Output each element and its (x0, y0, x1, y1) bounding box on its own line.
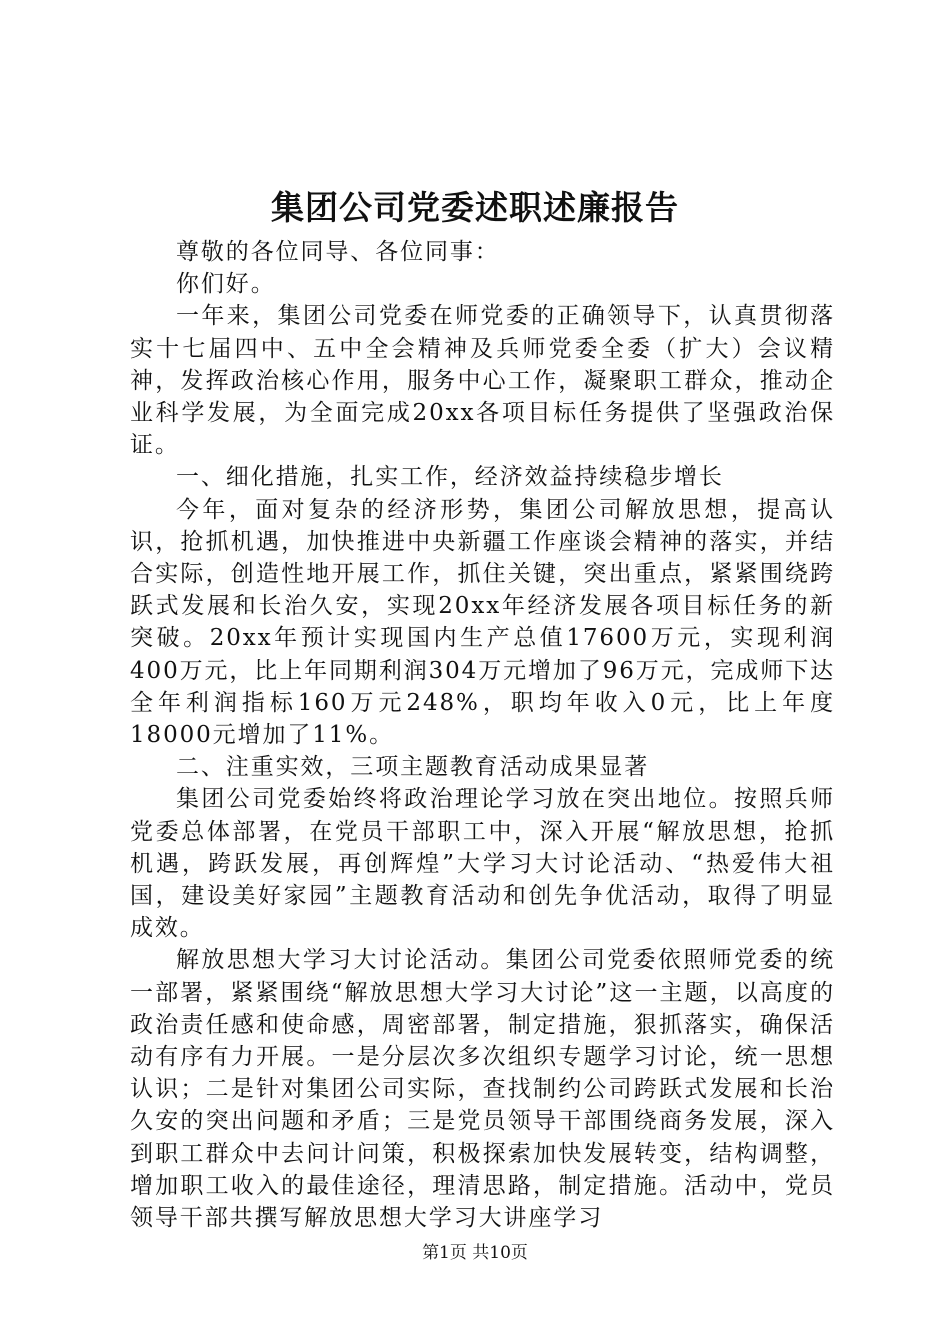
section-1-paragraph: 今年，面对复杂的经济形势，集团公司解放思想，提高认识，抢抓机遇，加快推进中央新疆工作座谈会精神的落实，并结合实际，创造性地开展工作，抓住关键，突出重点，紧紧围绕跨跃式发展和长治久安，实现20xx年经济发展各项目标任务的新突破。20xx年预计实现国内生产总值17600万元，实现利润400万元，比上年同期利润304万元增加了96万元，完成师下达全年利润指标160万元248%，职均年收入0元，比上年度18000元增加了11%。 (130, 496, 835, 749)
greeting: 你们好。 (176, 271, 276, 298)
salutation: 尊敬的各位同导、各位同事： (176, 239, 500, 265)
section-heading-2: 二、注重实效，三项主题教育活动成果显著 (176, 754, 650, 781)
document-body (130, 236, 835, 1234)
section-heading-1: 一、细化措施，扎实工作，经济效益持续稳步增长 (176, 464, 724, 491)
page-number-footer: 第1页 共10页 (422, 1243, 528, 1263)
document-title: 集团公司党委述职述廉报告 (271, 188, 679, 227)
section-2-paragraph-2: 解放思想大学习大讨论活动。集团公司党委依照师党委的统一部署，紧紧围绕“解放思想大学习大讨论”这一主题，以高度的政治责任感和使命感，周密部署，制定措施，狠抓落实，确保活动有序有力开展。一是分层次多次组织专题学习讨论，统一思想认识；二是针对集团公司实际，查找制约公司跨跃式发展和长治久安的突出问题和矛盾；三是党员领导干部围绕商务发展，深入到职工群众中去问计问策，积极探索加快发展转变，结构调整，增加职工收入的最佳途径，理清思路，制定措施。活动中，党员领导干部共撰写解放思想大学习大讲座学习 (130, 947, 835, 1232)
intro-paragraph: 一年来，集团公司党委在师党委的正确领导下，认真贯彻落实十七届四中、五中全会精神及兵师党委全委（扩大）会议精神，发挥政治核心作用，服务中心工作，凝聚职工群众，推动企业科学发展，为全面完成20xx各项目标任务提供了坚强政治保证。 (130, 303, 835, 459)
section-2-paragraph-1: 集团公司党委始终将政治理论学习放在突出地位。按照兵师党委总体部署，在党员干部职工中，深入开展“解放思想，抢抓机遇，跨跃发展，再创辉煌”大学习大讨论活动、“热爱伟大祖国，建设美好家园”主题教育活动和创先争优活动，取得了明显成效。 (130, 786, 835, 942)
